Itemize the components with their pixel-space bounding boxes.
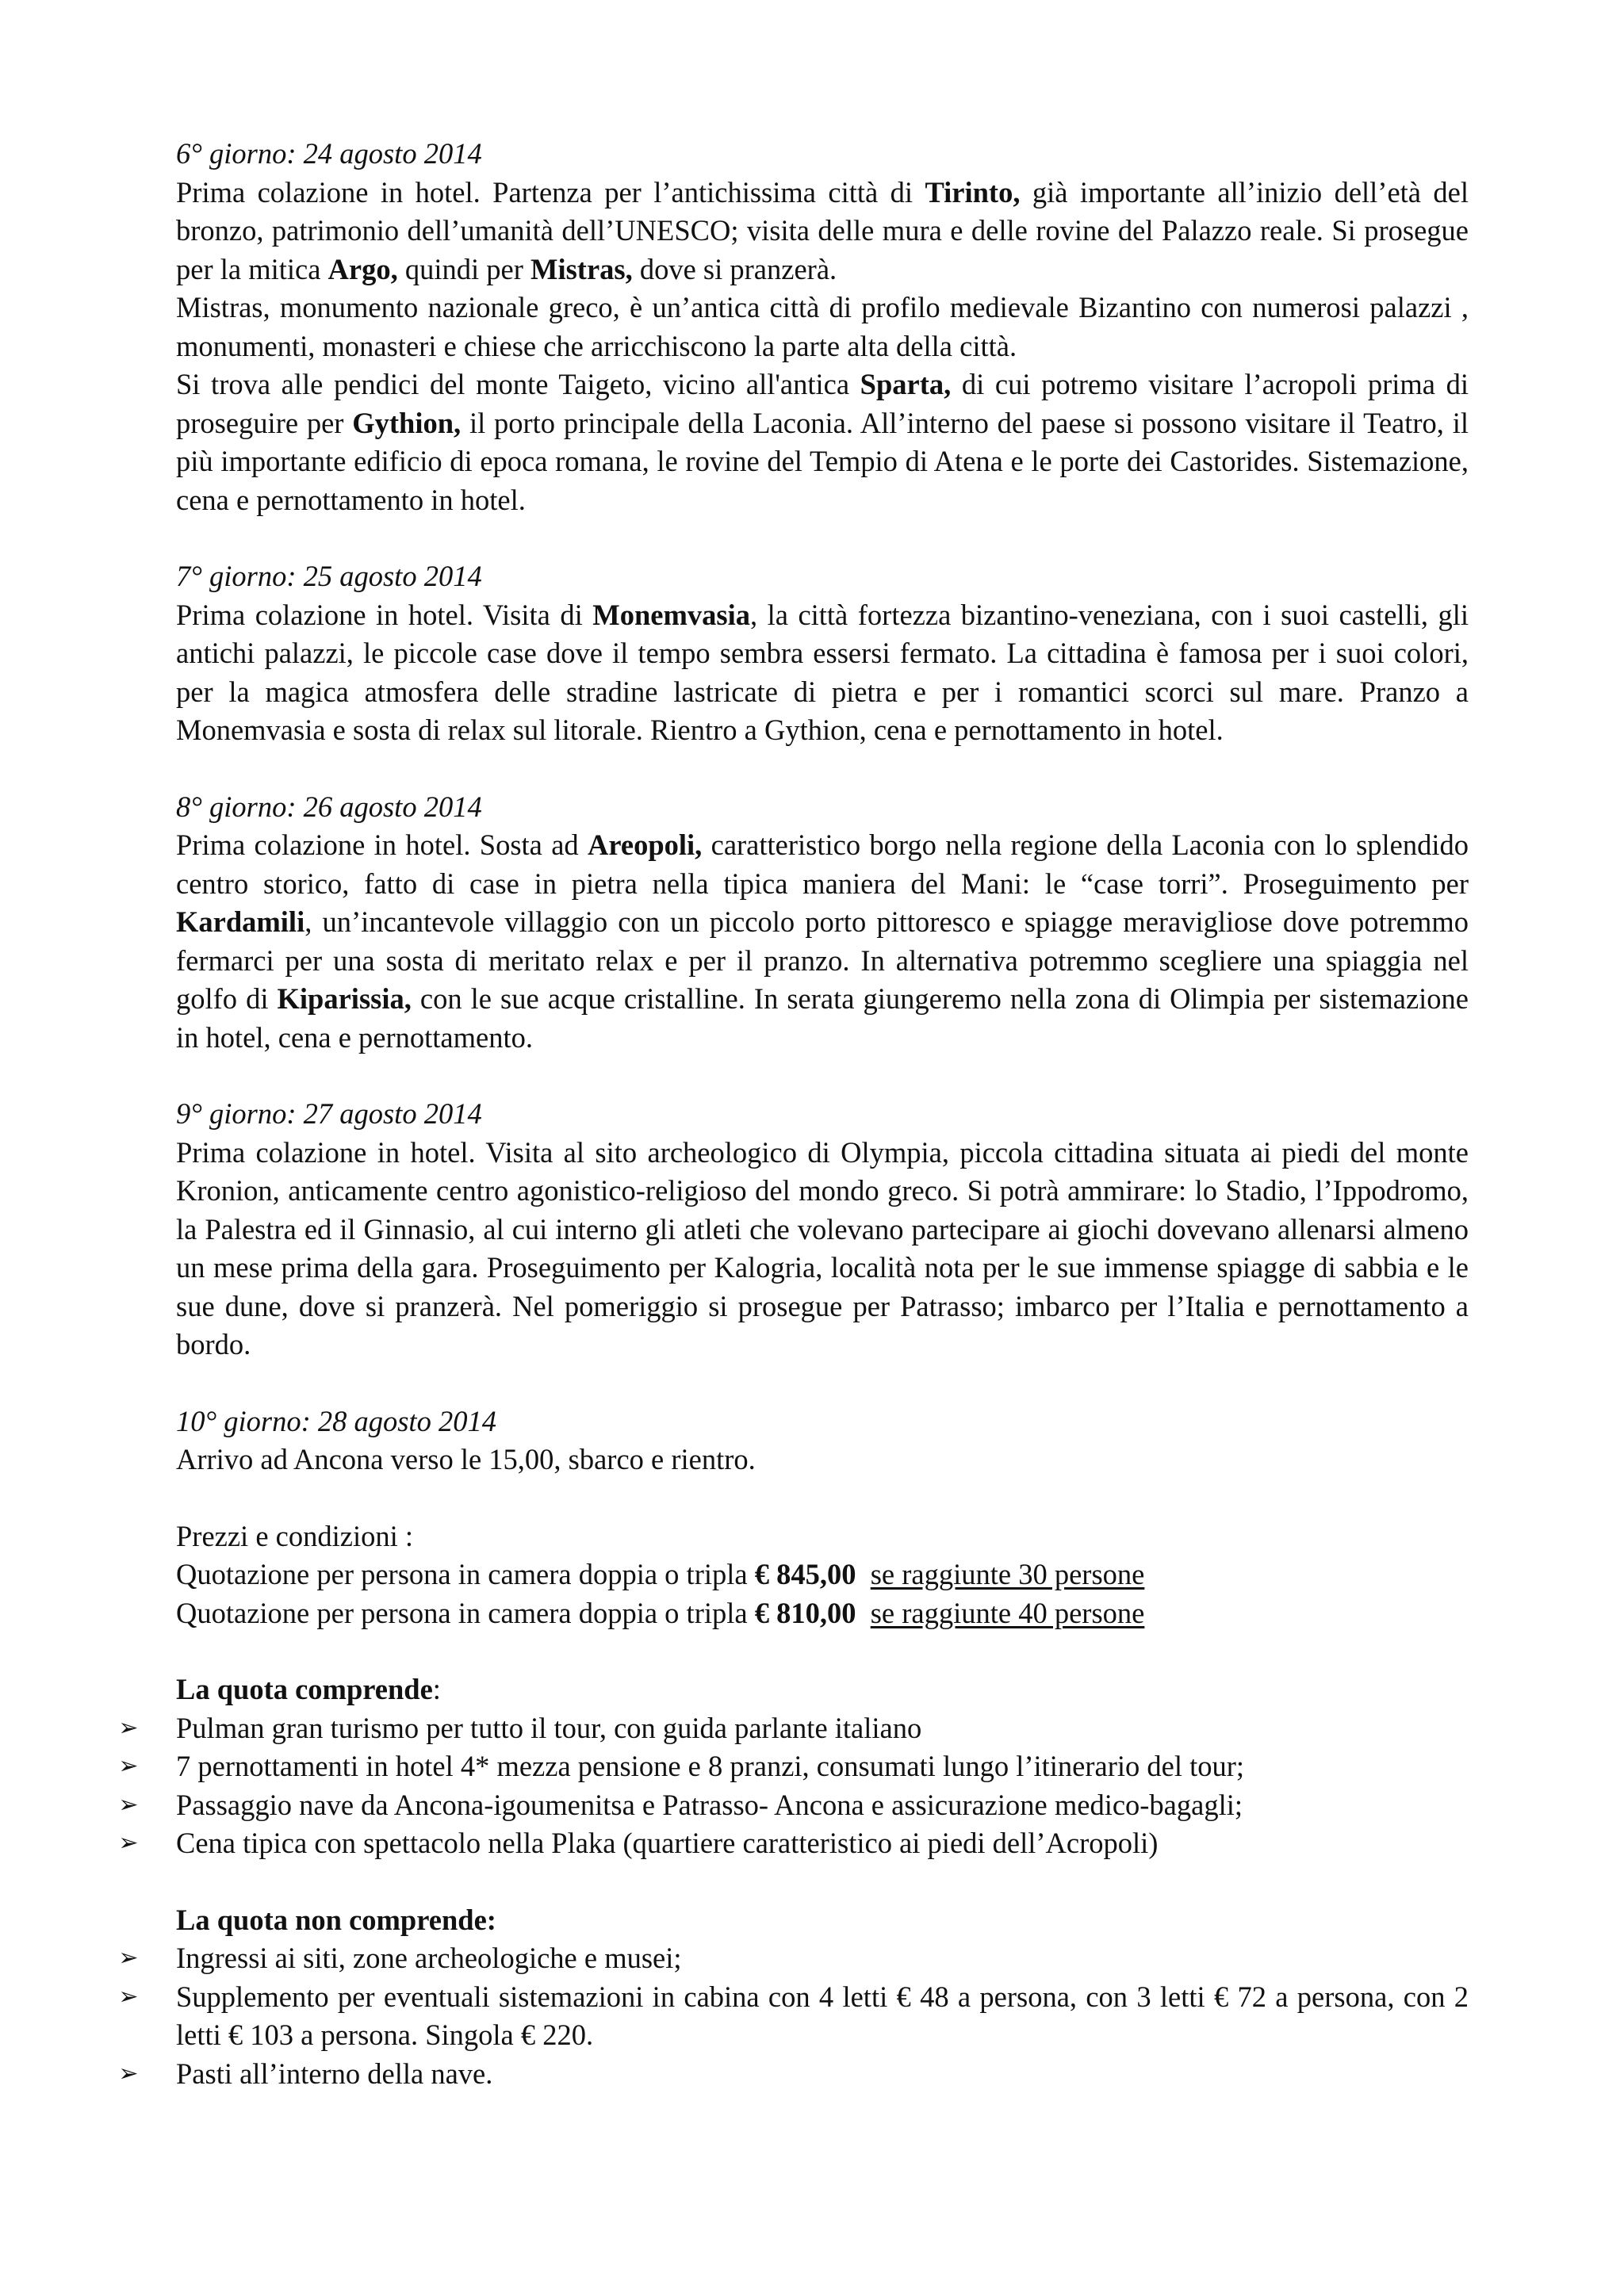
list-item: [118, 1786, 1469, 1825]
text-run: Arrivo ad Ancona verso le 15,00, sbarco e rientro.: [176, 1443, 756, 1475]
excludes-heading: La quota non comprende:: [176, 1903, 496, 1936]
text-run: Prima colazione in hotel. Partenza per l’antichissima città di: [176, 175, 925, 209]
list-item-text: Pulman gran turismo per tutto il tour, con guida parlante italiano: [176, 1711, 922, 1744]
list-item-text: Cena tipica con spettacolo nella Plaka (quartiere caratteristico ai piedi dell’Acropoli): [176, 1827, 1159, 1859]
text-run: dove si pranzerà.: [632, 252, 837, 285]
place-name: Kiparissia,: [277, 982, 412, 1015]
text-run: caratteristico borgo nella regione della Laconia con lo splendido centro storico, fatto di case in pietra nella tipica maniera del Mani: le “case torri”. Proseguimento per: [176, 828, 1469, 900]
text-run: quindi per: [397, 252, 530, 285]
day-paragraph: [176, 365, 1469, 519]
day-paragraph: [176, 289, 1469, 365]
text-run: Prima colazione in hotel. Visita al sito archeologico di Olympia, piccola cittadina situata ai piedi del monte Kronion, anticamente centro agonistico-religioso del mondo greco. Si potrà ammirare: lo Stadio, l’Ippodromo, la Palestra ed il Ginnasio, al cui interno gli atleti che volevano partecipare ai giochi dovevano allenarsi almeno un mese prima della gara. Proseguimento per Kalogria, località nota per le sue immense spiagge di sabbia e le sue dune, dove si pranzerà. Nel pomeriggio si prosegue per Patrasso; imbarco per l’Italia e pernottamento a bordo.: [176, 1135, 1469, 1360]
arrowhead-bullet-icon: ➢: [118, 1944, 139, 1972]
list-item: [118, 1747, 1469, 1786]
place-name: Gythion,: [352, 406, 462, 439]
day-paragraph: [176, 596, 1469, 750]
arrowhead-bullet-icon: ➢: [118, 1829, 139, 1857]
arrowhead-bullet-icon: ➢: [118, 2059, 139, 2087]
arrowhead-bullet-icon: ➢: [118, 1790, 139, 1819]
list-item-text: 7 pernottamenti in hotel 4* mezza pensione e 8 pranzi, consumati lungo l’itinerario del tour;: [176, 1750, 1245, 1782]
text-run: , la città fortezza bizantino-veneziana, con i suoi castelli, gli antichi palazzi, le piccole case dove il tempo sembra essersi fermato. La cittadina è famosa per i suoi colori, per la magica atmosfera delle stradine lastricate di pietra e per i romantici scorci sul mare. Pranzo a Monemvasia e sosta di relax sul litorale. Rientro a Gythion, cena e pernottamento in hotel.: [176, 598, 1469, 746]
text-run: già importante all’inizio dell’età del bronzo, patrimonio dell’umanità dell’UNESCO; visita delle mura e delle rovine del Palazzo reale. Si prosegue per la mitica: [176, 175, 1469, 285]
list-item-text: Ingressi ai siti, zone archeologiche e musei;: [176, 1942, 682, 1974]
day-paragraph: [176, 1134, 1469, 1364]
place-name: Mistras,: [530, 252, 633, 285]
place-name: Sparta,: [860, 368, 952, 400]
price-line-text: Quotazione per persona in camera doppia o tripla: [176, 1558, 755, 1590]
excludes-list: [118, 1939, 1469, 2093]
day-title: 8° giorno: 26 agosto 2014: [176, 790, 482, 823]
text-run: , un’incantevole villaggio con un piccolo porto pittoresco e spiagge meravigliose dove potremmo fermarci per una sosta di meritato relax e per il pranzo. In alternativa potremmo scegliere una spiaggia nel golfo di: [176, 905, 1469, 1015]
list-item-text: Passaggio nave da Ancona-igoumenitsa e Patrasso- Ancona e assicurazione medico-bagagli;: [176, 1788, 1243, 1821]
text-run: Si trova alle pendici del monte Taigeto, vicino all'antica: [176, 368, 860, 400]
list-item: [118, 1939, 1469, 1978]
day-paragraph: [176, 1441, 1469, 1479]
price-line-30: [176, 1556, 1469, 1594]
price-condition: se raggiunte 40 persone: [870, 1596, 1145, 1629]
includes-heading: La quota comprende: [176, 1673, 433, 1705]
day-title: 7° giorno: 25 agosto 2014: [176, 560, 482, 592]
price-condition: se raggiunte 30 persone: [870, 1558, 1145, 1590]
price-line-40: [176, 1594, 1469, 1633]
itinerary-day: [176, 788, 1469, 1058]
place-name: Kardamili: [176, 905, 305, 938]
arrowhead-bullet-icon: ➢: [118, 1752, 139, 1780]
place-name: Tirinto,: [925, 175, 1021, 209]
list-item: [118, 1824, 1469, 1863]
itinerary-day: [176, 135, 1469, 519]
list-item-text: Supplemento per eventuali sistemazioni in cabina con 4 letti € 48 a persona, con 3 letti € 72 a persona, con 2 letti € 103 a persona. Singola € 220.: [176, 1980, 1469, 2051]
prices-heading: Prezzi e condizioni :: [176, 1519, 413, 1552]
list-item-text: Pasti all’interno della nave.: [176, 2057, 493, 2090]
list-item: [118, 1709, 1469, 1748]
list-item: [118, 2055, 1469, 2094]
arrowhead-bullet-icon: ➢: [118, 1982, 139, 2011]
text-run: il porto principale della Laconia. All’interno del paese si possono visitare il Teatro, il più importante edificio di epoca romana, le rovine del Tempio di Atena e le porte dei Castorides. Sistemazione, cena e pernottamento in hotel.: [176, 406, 1469, 516]
itinerary-days: [176, 135, 1469, 1479]
day-title: 6° giorno: 24 agosto 2014: [176, 137, 482, 170]
place-name: Argo,: [327, 252, 398, 285]
document-page: [118, 135, 1469, 2093]
prices-section: [176, 1517, 1469, 1633]
text-run: Mistras, monumento nazionale greco, è un’antica città di profilo medievale Bizantino con numerosi palazzi , monumenti, monasteri e chiese che arricchiscono la parte alta della città.: [176, 291, 1469, 362]
list-item: [118, 1978, 1469, 2055]
itinerary-day: [176, 557, 1469, 750]
place-name: Monemvasia: [592, 598, 750, 631]
day-paragraph: [176, 826, 1469, 1057]
text-run: con le sue acque cristalline. In serata giungeremo nella zona di Olimpia per sistemazione in hotel, cena e pernottamento.: [176, 982, 1469, 1054]
includes-heading-line: [176, 1670, 1469, 1709]
itinerary-day: [176, 1095, 1469, 1364]
text-run: di cui potremo visitare l’acropoli prima di proseguire per: [176, 368, 1469, 439]
text-run: Prima colazione in hotel. Sosta ad: [176, 828, 588, 861]
arrowhead-bullet-icon: ➢: [118, 1713, 139, 1742]
includes-heading-colon: :: [432, 1673, 441, 1705]
day-paragraph: [176, 174, 1469, 289]
place-name: Areopoli,: [587, 828, 703, 861]
includes-list: [118, 1709, 1469, 1863]
itinerary-day: [176, 1402, 1469, 1479]
price-line-text: Quotazione per persona in camera doppia o tripla: [176, 1596, 755, 1629]
day-title: 10° giorno: 28 agosto 2014: [176, 1404, 496, 1437]
includes-section: [118, 1670, 1469, 1863]
price-amount: € 810,00: [754, 1596, 856, 1629]
text-run: Prima colazione in hotel. Visita di: [176, 598, 593, 631]
price-amount: € 845,00: [754, 1558, 856, 1590]
day-title: 9° giorno: 27 agosto 2014: [176, 1097, 482, 1130]
excludes-section: [118, 1901, 1469, 2094]
